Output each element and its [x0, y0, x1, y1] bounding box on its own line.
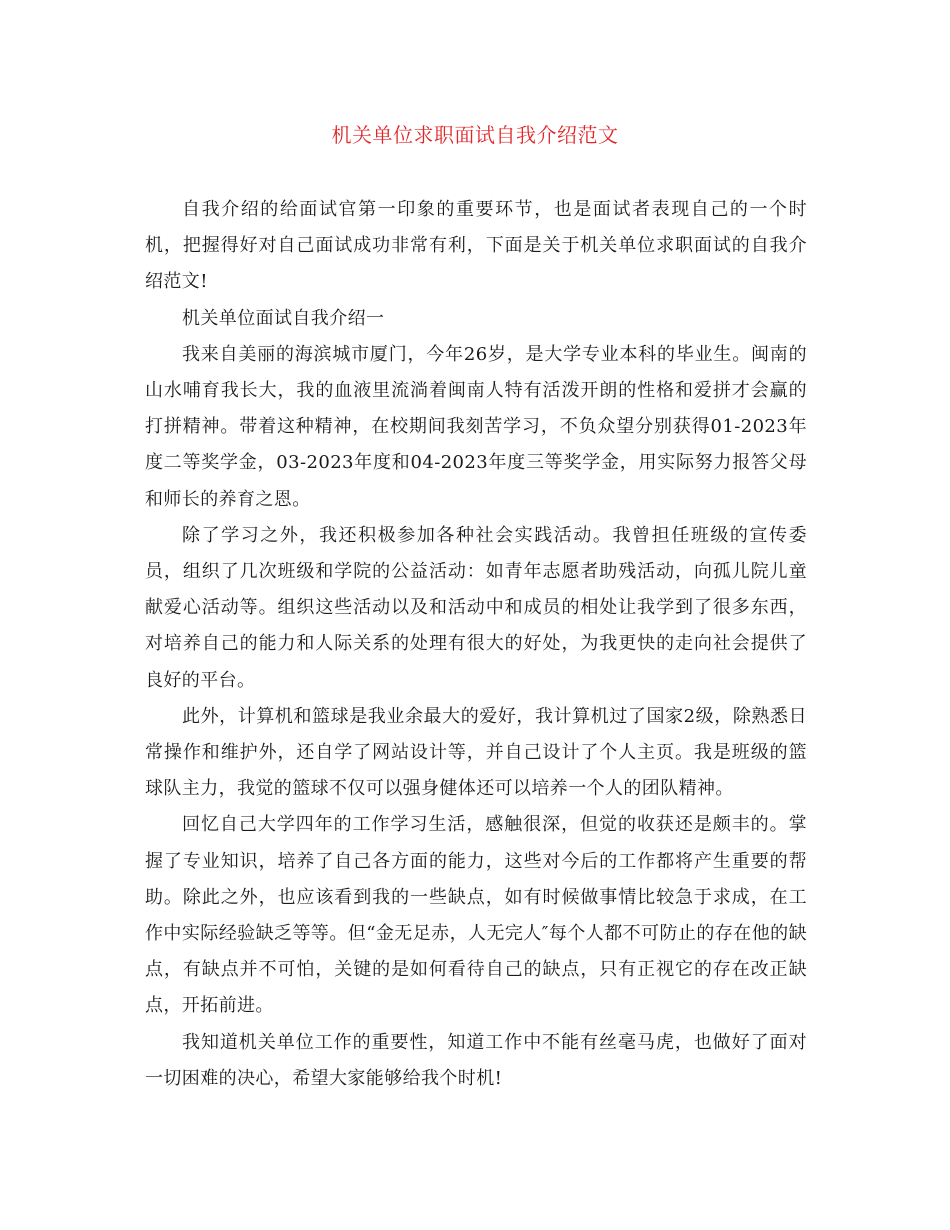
document-title: 机关单位求职面试自我介绍范文	[331, 123, 619, 147]
closing-paragraph: 我知道机关单位工作的重要性，知道工作中不能有丝毫马虎，也做好了面对一切困难的决心，希望大家能够给我个时机!	[145, 1031, 807, 1089]
body-paragraph: 我来自美丽的海滨城市厦门，今年26岁，是大学专业本科的毕业生。闽南的山水哺育我长大，我的血液里流淌着闽南人特有活泼开朗的性格和爱拼才会赢的打拼精神。带着这种精神，在校期间我刻苦学习，不负众望分别获得01-2023年度二等奖学金，03-2023年度和04-2023年度三等奖学金，用实际努力报答父母和师长的养育之恩。	[145, 343, 807, 510]
section-heading: 机关单位面试自我介绍一	[182, 307, 385, 329]
body-paragraph: 回忆自己大学四年的工作学习生活，感触很深，但觉的收获还是颇丰的。掌握了专业知识，培养了自己各方面的能力，这些对今后的工作都将产生重要的帮助。除此之外，也应该看到我的一些缺点，如有时候做事情比较急于求成，在工作中实际经验缺乏等等。但“金无足赤，人无完人″每个人都不可防止的存在他的缺点，有缺点并不可怕，关键的是如何看待自己的缺点，只有正视它的存在改正缺点，开拓前进。	[145, 814, 807, 1017]
body-paragraph: 此外，计算机和篮球是我业余最大的爱好，我计算机过了国家2级，除熟悉日常操作和维护外，还自学了网站设计等，并自己设计了个人主页。我是班级的篮球队主力，我觉的篮球不仅可以强身健体还可以培养一个人的团队精神。	[145, 705, 807, 800]
document-body	[145, 192, 807, 1097]
intro-paragraph: 自我介绍的给面试官第一印象的重要环节，也是面试者表现自己的一个时机，把握得好对自己面试成功非常有利，下面是关于机关单位求职面试的自我介绍范文!	[145, 199, 807, 293]
body-paragraph: 除了学习之外，我还积极参加各种社会实践活动。我曾担任班级的宣传委员，组织了几次班级和学院的公益活动：如青年志愿者助残活动，向孤儿院儿童献爱心活动等。组织这些活动以及和活动中和成员的相处让我学到了很多东西，对培养自己的能力和人际关系的处理有很大的好处，为我更快的走向社会提供了良好的平台。	[145, 524, 807, 691]
